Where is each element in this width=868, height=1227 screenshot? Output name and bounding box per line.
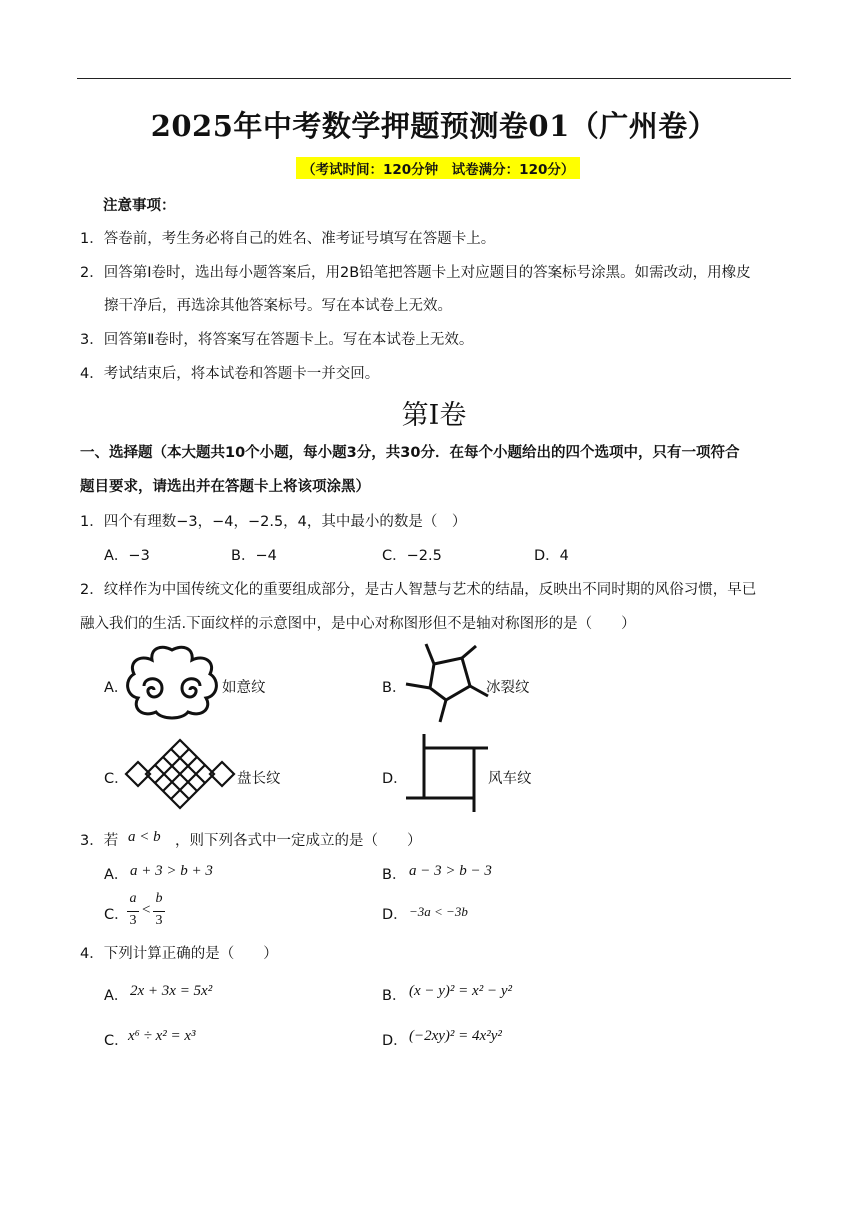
ice-crack-pattern-icon [404,642,490,724]
q3-c-denominator-a: 3 [129,913,137,928]
q4-option-d-letter: D． [382,1033,408,1049]
notice-item-3: 3．回答第Ⅱ卷时，将答案写在答题卡上。写在本试卷上无效。 [80,332,474,348]
notice-heading: 注意事项： [103,198,176,214]
section-heading-line1: 一、选择题（本大题共10个小题，每小题3分，共30分．在每个小题给出的四个选项中，只有一项符合 [80,445,740,461]
q3-stem-prefix: 3．若 [80,833,119,849]
q4-stem: 4．下列计算正确的是（ ） [80,946,278,962]
page-title: 2025年中考数学押题预测卷01（广州卷） [150,109,718,143]
q3-c-fraction-bar-a [127,911,139,912]
q3-option-c-letter: C． [104,907,129,923]
q3-option-b-letter: B． [382,867,407,883]
q1-stem: 1．四个有理数−3，−4，−2.5，4，其中最小的数是（ ） [80,514,467,530]
q4-option-d-expr: (−2xy)² = 4x²y² [409,1028,502,1044]
q2-option-d-letter: D． [382,771,408,787]
q1-option-d: D．4 [534,548,569,564]
q3-c-relation: < [142,902,151,918]
q3-option-d-letter: D． [382,907,408,923]
q2-option-a-label: 如意纹 [222,680,266,696]
q3-c-denominator-b: 3 [155,913,163,928]
q2-option-c-letter: C． [104,771,129,787]
q4-option-b-expr: (x − y)² = x² − y² [409,983,512,999]
q1-option-c: C．−2.5 [382,548,442,564]
q3-option-d-expr: −3a < −3b [409,904,468,919]
q3-stem-math: a < b [128,829,161,845]
exam-time-banner: （考试时间：120分钟 试卷满分：120分） [296,157,580,179]
q2-stem-line2: 融入我们的生活.下面纹样的示意图中，是中心对称图形但不是轴对称图形的是（ ） [80,616,636,632]
section-heading-line2: 题目要求，请选出并在答题卡上将该项涂黑） [80,479,370,495]
section-title: 第Ⅰ卷 [401,400,467,431]
q3-c-numerator-a: a [129,891,137,906]
q4-option-b-letter: B． [382,988,407,1004]
notice-item-1: 1．答卷前，考生务必将自己的姓名、准考证号填写在答题卡上。 [80,231,496,247]
q1-option-a: A．−3 [104,548,150,564]
q3-option-a-expr: a + 3 > b + 3 [130,863,213,879]
q4-option-a-letter: A． [104,988,129,1004]
q2-option-d-label: 风车纹 [488,771,532,787]
ruyi-pattern-icon [122,642,222,722]
notice-item-2: 2．回答第Ⅰ卷时，选出每小题答案后，用2B铅笔把答题卡上对应题目的答案标号涂黑。如需改动，用橡皮 [80,265,751,281]
q2-option-b-label: 冰裂纹 [486,680,530,696]
q4-option-c-letter: C． [104,1033,129,1049]
notice-item-4: 4．考试结束后，将本试卷和答题卡一并交回。 [80,366,380,382]
panchang-knot-pattern-icon [124,738,236,810]
notice-item-2-cont: 擦干净后，再选涂其他答案标号。写在本试卷上无效。 [104,298,452,314]
q2-option-a-letter: A． [104,680,129,696]
windmill-pattern-icon [404,734,490,814]
header-rule [77,78,791,79]
q4-option-a-expr: 2x + 3x = 5x² [130,983,213,999]
q2-stem-line1: 2．纹样作为中国传统文化的重要组成部分，是古人智慧与艺术的结晶，反映出不同时期的风俗习惯，早已 [80,582,757,598]
q2-option-c-label: 盘长纹 [237,771,281,787]
q3-c-fraction-bar-b [153,911,165,912]
q1-option-b: B．−4 [231,548,277,564]
q2-option-b-letter: B． [382,680,407,696]
q3-stem-suffix: ，则下列各式中一定成立的是（ ） [175,833,422,849]
q4-option-c-expr: x⁶ ÷ x² = x³ [128,1028,196,1044]
q3-option-b-expr: a − 3 > b − 3 [409,863,492,879]
q3-option-a-letter: A． [104,867,129,883]
q3-c-numerator-b: b [155,891,163,906]
